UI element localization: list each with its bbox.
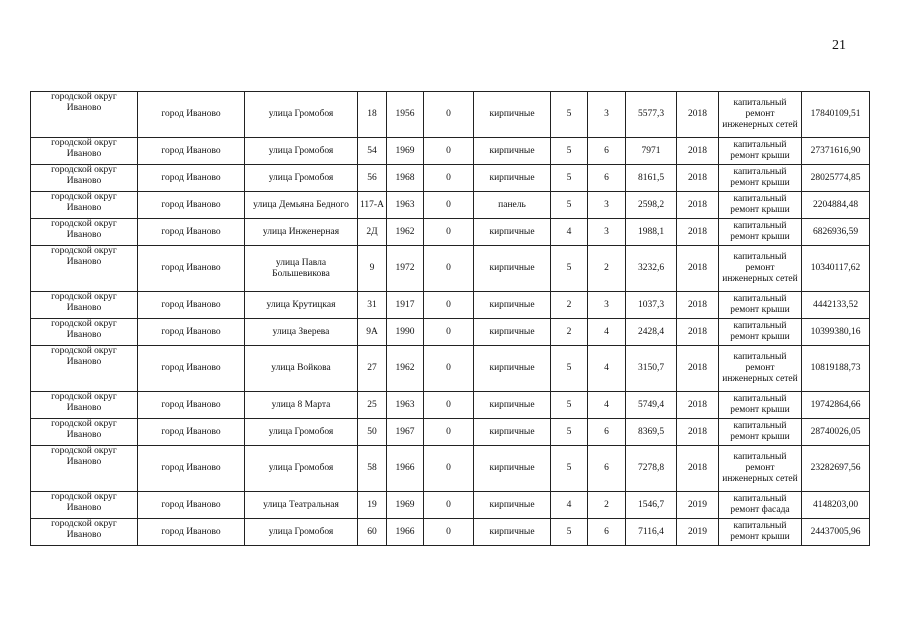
municipality-cell: городской округ Иваново — [31, 138, 138, 165]
settlement-cell: город Иваново — [138, 292, 245, 319]
street-cell: улица 8 Марта — [245, 392, 358, 419]
table-row — [31, 92, 870, 138]
municipality-cell: городской округ Иваново — [31, 292, 138, 319]
street-cell: улица Громобоя — [245, 92, 358, 138]
house-number-cell: 18 — [358, 92, 387, 138]
year-built-cell: 1963 — [387, 392, 424, 419]
entrances-cell: 3 — [588, 192, 626, 219]
street-cell: улица Павла Большевикова — [245, 246, 358, 292]
house-number-cell: 2Д — [358, 219, 387, 246]
table-row — [31, 165, 870, 192]
entrances-cell: 2 — [588, 246, 626, 292]
year-cell: 0 — [424, 165, 474, 192]
cost-cell: 28740026,05 — [802, 419, 870, 446]
plan-year-cell: 2019 — [677, 519, 719, 546]
settlement-cell: город Иваново — [138, 392, 245, 419]
entrances-cell: 6 — [588, 519, 626, 546]
floors-cell: 5 — [551, 246, 588, 292]
table-row — [31, 192, 870, 219]
settlement-cell: город Иваново — [138, 519, 245, 546]
municipality-cell: городской округ Иваново — [31, 419, 138, 446]
work-type-cell: капитальный ремонт инженерных сетей — [719, 446, 802, 492]
entrances-cell: 4 — [588, 346, 626, 392]
street-cell: улица Громобоя — [245, 519, 358, 546]
street-cell: улица Театральная — [245, 492, 358, 519]
house-number-cell: 50 — [358, 419, 387, 446]
area-cell: 8369,5 — [626, 419, 677, 446]
table-row — [31, 292, 870, 319]
work-type-cell: капитальный ремонт крыши — [719, 165, 802, 192]
area-cell: 7278,8 — [626, 446, 677, 492]
year-built-cell: 1956 — [387, 92, 424, 138]
municipality-cell: городской округ Иваново — [31, 519, 138, 546]
table-row — [31, 419, 870, 446]
municipality-cell: городской округ Иваново — [31, 92, 138, 138]
floors-cell: 5 — [551, 138, 588, 165]
area-cell: 7971 — [626, 138, 677, 165]
year-cell: 0 — [424, 292, 474, 319]
floors-cell: 4 — [551, 492, 588, 519]
area-cell: 2598,2 — [626, 192, 677, 219]
year-cell: 0 — [424, 319, 474, 346]
plan-year-cell: 2018 — [677, 246, 719, 292]
area-cell: 1037,3 — [626, 292, 677, 319]
floors-cell: 5 — [551, 519, 588, 546]
settlement-cell: город Иваново — [138, 346, 245, 392]
street-cell: улица Инженерная — [245, 219, 358, 246]
floors-cell: 5 — [551, 165, 588, 192]
page-number: 21 — [832, 38, 846, 53]
work-type-cell: капитальный ремонт крыши — [719, 192, 802, 219]
entrances-cell: 4 — [588, 319, 626, 346]
cost-cell: 4442133,52 — [802, 292, 870, 319]
year-built-cell: 1917 — [387, 292, 424, 319]
year-built-cell: 1967 — [387, 419, 424, 446]
cost-cell: 28025774,85 — [802, 165, 870, 192]
cost-cell: 2204884,48 — [802, 192, 870, 219]
year-built-cell: 1966 — [387, 446, 424, 492]
year-built-cell: 1962 — [387, 346, 424, 392]
area-cell: 7116,4 — [626, 519, 677, 546]
house-number-cell: 117-А — [358, 192, 387, 219]
floors-cell: 5 — [551, 446, 588, 492]
plan-year-cell: 2019 — [677, 492, 719, 519]
wall-material-cell: кирпичные — [474, 419, 551, 446]
street-cell: улица Войкова — [245, 346, 358, 392]
work-type-cell: капитальный ремонт инженерных сетей — [719, 246, 802, 292]
municipality-cell: городской округ Иваново — [31, 392, 138, 419]
street-cell: улица Демьяна Бедного — [245, 192, 358, 219]
cost-cell: 24437005,96 — [802, 519, 870, 546]
street-cell: улица Громобоя — [245, 419, 358, 446]
cost-cell: 10819188,73 — [802, 346, 870, 392]
street-cell: улица Зверева — [245, 319, 358, 346]
table-row — [31, 246, 870, 292]
settlement-cell: город Иваново — [138, 138, 245, 165]
table-row — [31, 519, 870, 546]
table-row — [31, 492, 870, 519]
settlement-cell: город Иваново — [138, 246, 245, 292]
floors-cell: 5 — [551, 346, 588, 392]
plan-year-cell: 2018 — [677, 346, 719, 392]
area-cell: 8161,5 — [626, 165, 677, 192]
area-cell: 2428,4 — [626, 319, 677, 346]
year-built-cell: 1969 — [387, 492, 424, 519]
plan-year-cell: 2018 — [677, 446, 719, 492]
year-cell: 0 — [424, 519, 474, 546]
plan-year-cell: 2018 — [677, 319, 719, 346]
wall-material-cell: кирпичные — [474, 292, 551, 319]
municipality-cell: городской округ Иваново — [31, 346, 138, 392]
floors-cell: 5 — [551, 92, 588, 138]
housing-repair-table — [30, 91, 870, 546]
year-built-cell: 1962 — [387, 219, 424, 246]
table-row — [31, 138, 870, 165]
street-cell: улица Крутицкая — [245, 292, 358, 319]
work-type-cell: капитальный ремонт крыши — [719, 519, 802, 546]
area-cell: 5749,4 — [626, 392, 677, 419]
street-cell: улица Громобоя — [245, 138, 358, 165]
floors-cell: 2 — [551, 319, 588, 346]
cost-cell: 17840109,51 — [802, 92, 870, 138]
work-type-cell: капитальный ремонт крыши — [719, 219, 802, 246]
settlement-cell: город Иваново — [138, 319, 245, 346]
entrances-cell: 6 — [588, 138, 626, 165]
cost-cell: 10340117,62 — [802, 246, 870, 292]
work-type-cell: капитальный ремонт фасада — [719, 492, 802, 519]
floors-cell: 5 — [551, 192, 588, 219]
entrances-cell: 6 — [588, 446, 626, 492]
settlement-cell: город Иваново — [138, 92, 245, 138]
work-type-cell: капитальный ремонт крыши — [719, 392, 802, 419]
table-row — [31, 319, 870, 346]
year-cell: 0 — [424, 392, 474, 419]
floors-cell: 2 — [551, 292, 588, 319]
work-type-cell: капитальный ремонт крыши — [719, 292, 802, 319]
table-row — [31, 392, 870, 419]
settlement-cell: город Иваново — [138, 446, 245, 492]
table-row — [31, 219, 870, 246]
house-number-cell: 27 — [358, 346, 387, 392]
wall-material-cell: кирпичные — [474, 165, 551, 192]
year-cell: 0 — [424, 138, 474, 165]
municipality-cell: городской округ Иваново — [31, 192, 138, 219]
work-type-cell: капитальный ремонт инженерных сетей — [719, 346, 802, 392]
area-cell: 1546,7 — [626, 492, 677, 519]
municipality-cell: городской округ Иваново — [31, 219, 138, 246]
work-type-cell: капитальный ремонт крыши — [719, 419, 802, 446]
area-cell: 3232,6 — [626, 246, 677, 292]
entrances-cell: 3 — [588, 219, 626, 246]
year-built-cell: 1972 — [387, 246, 424, 292]
entrances-cell: 3 — [588, 92, 626, 138]
settlement-cell: город Иваново — [138, 492, 245, 519]
area-cell: 1988,1 — [626, 219, 677, 246]
year-cell: 0 — [424, 446, 474, 492]
table-row — [31, 446, 870, 492]
plan-year-cell: 2018 — [677, 165, 719, 192]
year-built-cell: 1968 — [387, 165, 424, 192]
year-built-cell: 1990 — [387, 319, 424, 346]
municipality-cell: городской округ Иваново — [31, 246, 138, 292]
cost-cell: 27371616,90 — [802, 138, 870, 165]
wall-material-cell: кирпичные — [474, 219, 551, 246]
area-cell: 5577,3 — [626, 92, 677, 138]
year-cell: 0 — [424, 92, 474, 138]
year-cell: 0 — [424, 192, 474, 219]
year-built-cell: 1966 — [387, 519, 424, 546]
table-row — [31, 346, 870, 392]
entrances-cell: 4 — [588, 392, 626, 419]
house-number-cell: 60 — [358, 519, 387, 546]
cost-cell: 10399380,16 — [802, 319, 870, 346]
year-built-cell: 1963 — [387, 192, 424, 219]
plan-year-cell: 2018 — [677, 192, 719, 219]
wall-material-cell: кирпичные — [474, 492, 551, 519]
house-number-cell: 56 — [358, 165, 387, 192]
plan-year-cell: 2018 — [677, 219, 719, 246]
year-cell: 0 — [424, 219, 474, 246]
plan-year-cell: 2018 — [677, 138, 719, 165]
wall-material-cell: кирпичные — [474, 346, 551, 392]
wall-material-cell: кирпичные — [474, 446, 551, 492]
plan-year-cell: 2018 — [677, 292, 719, 319]
floors-cell: 4 — [551, 219, 588, 246]
house-number-cell: 9 — [358, 246, 387, 292]
house-number-cell: 19 — [358, 492, 387, 519]
cost-cell: 4148203,00 — [802, 492, 870, 519]
wall-material-cell: кирпичные — [474, 519, 551, 546]
cost-cell: 19742864,66 — [802, 392, 870, 419]
year-built-cell: 1969 — [387, 138, 424, 165]
work-type-cell: капитальный ремонт крыши — [719, 319, 802, 346]
floors-cell: 5 — [551, 419, 588, 446]
municipality-cell: городской округ Иваново — [31, 319, 138, 346]
street-cell: улица Громобоя — [245, 446, 358, 492]
wall-material-cell: кирпичные — [474, 319, 551, 346]
wall-material-cell: кирпичные — [474, 92, 551, 138]
work-type-cell: капитальный ремонт инженерных сетей — [719, 92, 802, 138]
house-number-cell: 31 — [358, 292, 387, 319]
wall-material-cell: кирпичные — [474, 246, 551, 292]
year-cell: 0 — [424, 492, 474, 519]
house-number-cell: 25 — [358, 392, 387, 419]
entrances-cell: 2 — [588, 492, 626, 519]
entrances-cell: 6 — [588, 165, 626, 192]
year-cell: 0 — [424, 346, 474, 392]
year-cell: 0 — [424, 246, 474, 292]
work-type-cell: капитальный ремонт крыши — [719, 138, 802, 165]
municipality-cell: городской округ Иваново — [31, 492, 138, 519]
wall-material-cell: кирпичные — [474, 392, 551, 419]
wall-material-cell: панель — [474, 192, 551, 219]
plan-year-cell: 2018 — [677, 92, 719, 138]
house-number-cell: 9А — [358, 319, 387, 346]
area-cell: 3150,7 — [626, 346, 677, 392]
plan-year-cell: 2018 — [677, 392, 719, 419]
house-number-cell: 58 — [358, 446, 387, 492]
year-cell: 0 — [424, 419, 474, 446]
settlement-cell: город Иваново — [138, 192, 245, 219]
plan-year-cell: 2018 — [677, 419, 719, 446]
cost-cell: 23282697,56 — [802, 446, 870, 492]
wall-material-cell: кирпичные — [474, 138, 551, 165]
street-cell: улица Громобоя — [245, 165, 358, 192]
cost-cell: 6826936,59 — [802, 219, 870, 246]
settlement-cell: город Иваново — [138, 419, 245, 446]
floors-cell: 5 — [551, 392, 588, 419]
house-number-cell: 54 — [358, 138, 387, 165]
entrances-cell: 3 — [588, 292, 626, 319]
settlement-cell: город Иваново — [138, 219, 245, 246]
municipality-cell: городской округ Иваново — [31, 165, 138, 192]
entrances-cell: 6 — [588, 419, 626, 446]
settlement-cell: город Иваново — [138, 165, 245, 192]
municipality-cell: городской округ Иваново — [31, 446, 138, 492]
